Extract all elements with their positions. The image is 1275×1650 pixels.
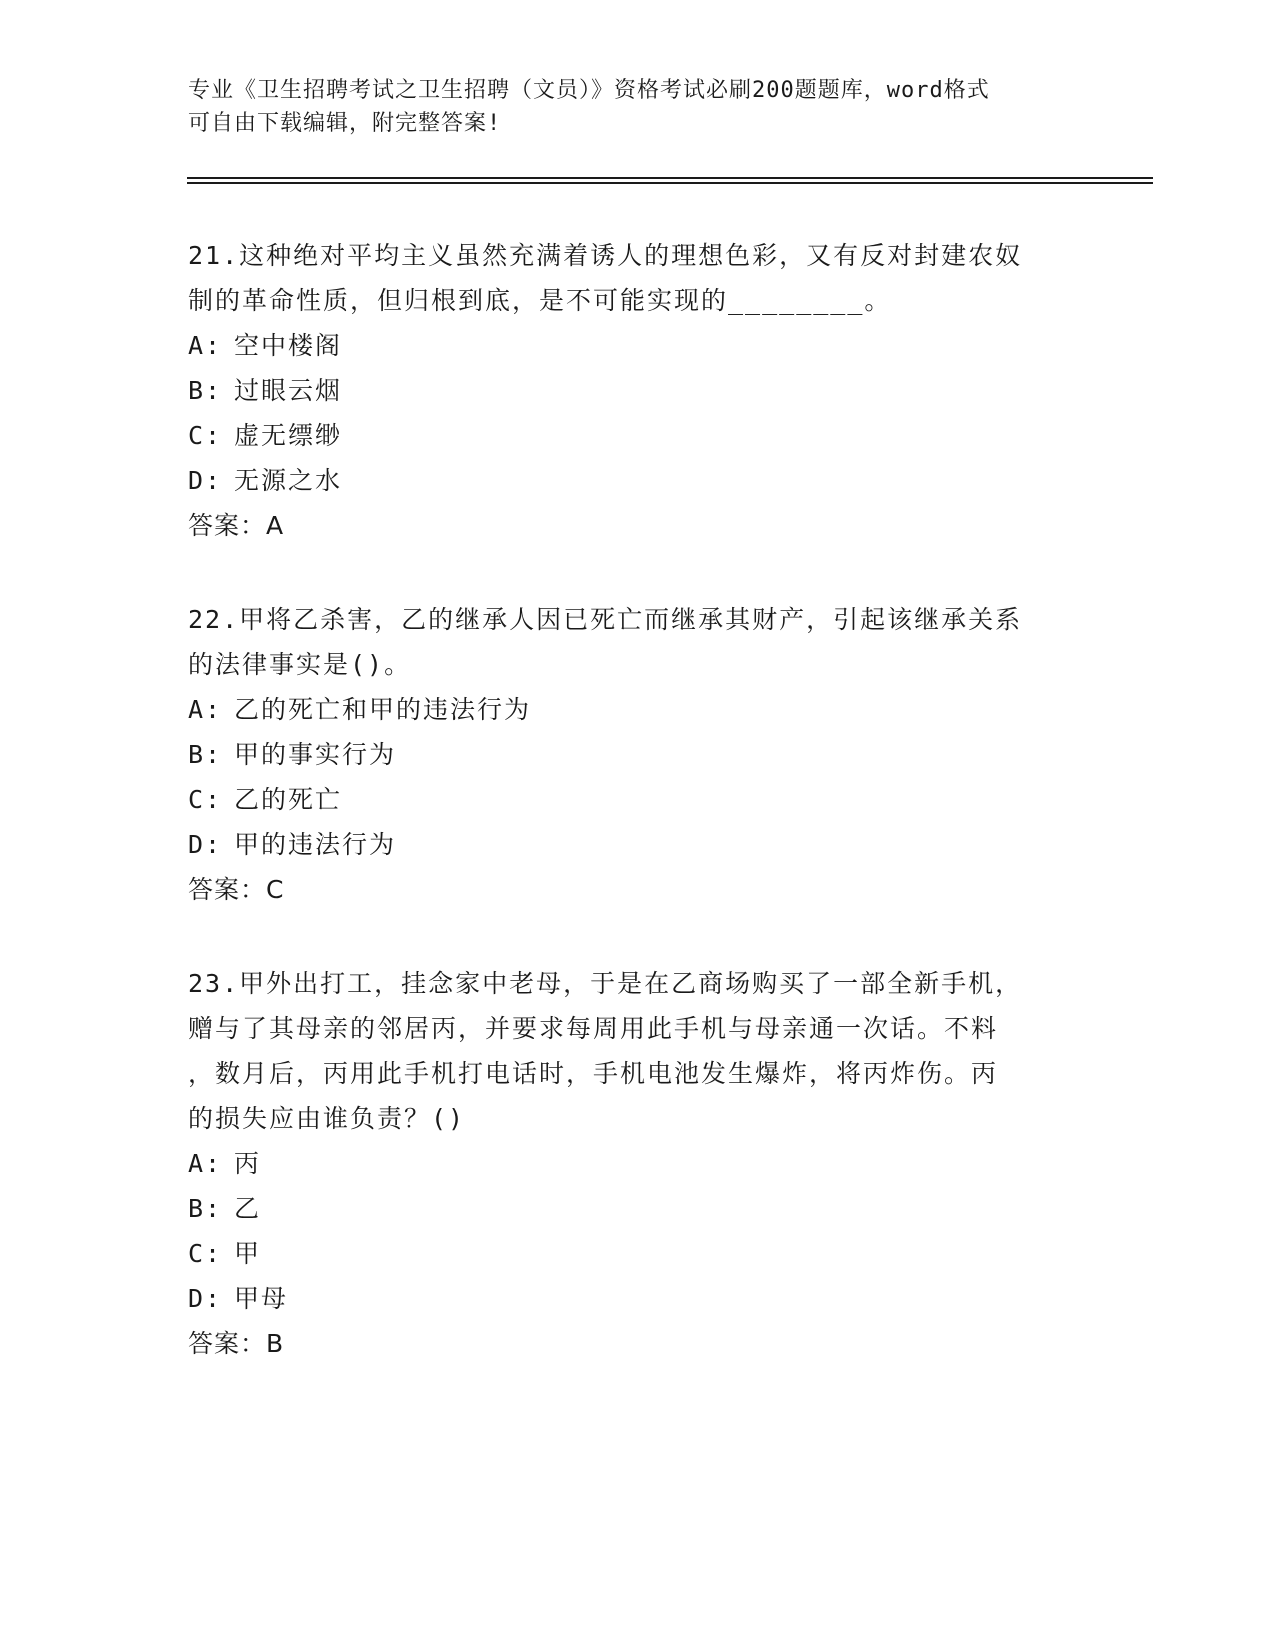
option-text: 乙的死亡和甲的违法行为 <box>234 695 532 724</box>
header-divider-top <box>187 177 1153 179</box>
option-key: D: <box>188 830 223 859</box>
stem-line: ，数月后，丙用此手机打电话时，手机电池发生爆炸，将丙炸伤。丙 <box>188 1059 999 1088</box>
option-key: C: <box>188 1239 223 1268</box>
option-key: D: <box>188 1284 223 1313</box>
option-text: 甲 <box>234 1239 262 1268</box>
option-text: 过眼云烟 <box>234 376 343 405</box>
option-b <box>188 732 1088 777</box>
option-text: 无源之水 <box>234 466 343 495</box>
header-line-2: 可自由下载编辑，附完整答案! <box>188 111 502 136</box>
option-b <box>188 368 1088 413</box>
option-d <box>188 458 1088 503</box>
option-key: B: <box>188 1194 223 1223</box>
option-text: 甲母 <box>234 1284 289 1313</box>
header-line-1: 专业《卫生招聘考试之卫生招聘（文员）》资格考试必刷200题题库，word格式 <box>188 78 990 103</box>
option-a <box>188 1141 1088 1186</box>
option-text: 甲的事实行为 <box>234 740 397 769</box>
stem-line: 制的革命性质，但归根到底，是不可能实现的________。 <box>188 286 892 315</box>
question-22 <box>188 597 1088 912</box>
option-text: 虚无缥缈 <box>234 421 343 450</box>
option-c <box>188 413 1088 458</box>
answer: 答案：B <box>188 1329 285 1358</box>
option-text: 甲的违法行为 <box>234 830 397 859</box>
option-key: A: <box>188 695 223 724</box>
question-stem <box>188 233 1088 323</box>
question-stem <box>188 597 1088 687</box>
option-d <box>188 822 1088 867</box>
option-key: C: <box>188 785 223 814</box>
option-key: D: <box>188 466 223 495</box>
option-text: 乙的死亡 <box>234 785 343 814</box>
stem-line: 赠与了其母亲的邻居丙，并要求每周用此手机与母亲通一次话。不料 <box>188 1014 999 1043</box>
option-b <box>188 1186 1088 1231</box>
option-text: 空中楼阁 <box>234 331 343 360</box>
document-header <box>188 74 1068 140</box>
stem-line: 21.这种绝对平均主义虽然充满着诱人的理想色彩，又有反对封建农奴 <box>188 241 1023 270</box>
option-a <box>188 323 1088 368</box>
option-text: 丙 <box>234 1149 262 1178</box>
stem-line: 的损失应由谁负责？() <box>188 1104 466 1133</box>
option-text: 乙 <box>234 1194 262 1223</box>
answer: 答案：C <box>188 875 285 904</box>
option-key: B: <box>188 376 223 405</box>
option-a <box>188 687 1088 732</box>
option-key: A: <box>188 331 223 360</box>
answer: 答案：A <box>188 511 285 540</box>
option-c <box>188 1231 1088 1276</box>
question-stem <box>188 961 1088 1141</box>
question-23 <box>188 961 1088 1366</box>
question-21 <box>188 233 1088 548</box>
option-key: C: <box>188 421 223 450</box>
stem-line: 23.甲外出打工，挂念家中老母，于是在乙商场购买了一部全新手机， <box>188 969 1023 998</box>
stem-line: 的法律事实是()。 <box>188 650 412 679</box>
option-key: A: <box>188 1149 223 1178</box>
header-divider-bottom <box>187 182 1153 184</box>
option-key: B: <box>188 740 223 769</box>
stem-line: 22.甲将乙杀害，乙的继承人因已死亡而继承其财产，引起该继承关系 <box>188 605 1023 634</box>
option-c <box>188 777 1088 822</box>
option-d <box>188 1276 1088 1321</box>
